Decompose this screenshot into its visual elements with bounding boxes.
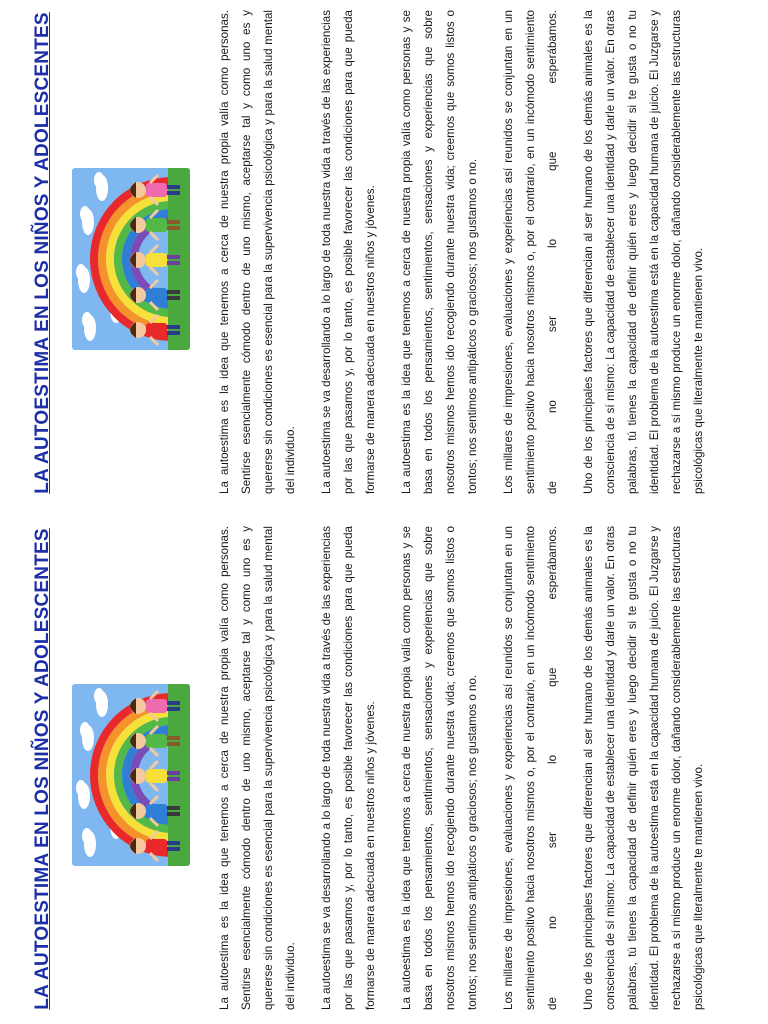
paragraph-self-awareness: Uno de los principales factores que diferencian al ser humano de los demás animales es la consciencia de sí mismo: La capacidad de establecer una identidad y darle un valor. En otras palabras, tú tienes la capacidad de definir quién eres y luego decidir si te gusta o no tu identidad. El problema de la autoestima está en la capacidad humana de juicio. El Juzgarse y rechazarse a sí mismo produce un enorme dolor, dañando considerablemente las estructuras psicológicas que literalmente te mantienen vivo. bbox=[582, 526, 705, 1010]
paragraph-development: La autoestima se va desarrollando a lo largo de toda nuestra vida a través de las experiencias por las que pasamos y, por lo tanto, es posible favorecer las condiciones para que pueda formarse de manera adecuada en nuestros niños y jóvenes. bbox=[320, 10, 377, 494]
flyer-copy-1 bbox=[10, 524, 768, 1014]
paragraph-basis: La autoestima es la idea que tenemos a cerca de nuestra propia valía como personas y se basa en todos los pensamientos, sentimientos, sensaciones y experiencias que sobre nosotros mismos hemos ido recogiendo durante nuestra vida; creemos que somos listos o tontos; nos sentimos antipáticos o graciosos; nos gustamos o no. bbox=[400, 526, 479, 1010]
paragraph-basis: La autoestima es la idea que tenemos a cerca de nuestra propia valía como personas y se basa en todos los pensamientos, sentimientos, sensaciones y experiencias que sobre nosotros mismos hemos ido recogiendo durante nuestra vida; creemos que somos listos o tontos; nos sentimos antipáticos o graciosos; nos gustamos o no. bbox=[400, 10, 479, 494]
paragraph-definition: La autoestima es la idea que tenemos a cerca de nuestra propia valía como personas. Sentirse esencialmente cómodo dentro de uno mismo, aceptarse tal y como uno es y quererse sin condiciones es esencial para la supervivencia psicológica y para la salud mental del individuo. bbox=[218, 10, 297, 494]
title-wrap bbox=[32, 524, 54, 1014]
paragraph-development: La autoestima se va desarrollando a lo largo de toda nuestra vida a través de las experiencias por las que pasamos y, por lo tanto, es posible favorecer las condiciones para que pueda formarse de manera adecuada en nuestros niños y jóvenes. bbox=[320, 526, 377, 1010]
paragraph-impressions: Los millares de impresiones, evaluaciones y experiencias así reunidos se conjuntan en un sentimiento positivo hacia nosotros mismos o, por el contrario, en un incómodo sentimiento de no ser lo que esperábamos. bbox=[502, 526, 559, 1010]
title-wrap bbox=[32, 8, 54, 498]
document-title: LA AUTOESTIMA EN LOS NIÑOS Y ADOLESCENTES bbox=[32, 12, 53, 494]
rainbow-children-illustration bbox=[72, 168, 190, 350]
paragraph-self-awareness: Uno de los principales factores que diferencian al ser humano de los demás animales es la consciencia de sí mismo: La capacidad de establecer una identidad y darle un valor. En otras palabras, tú tienes la capacidad de definir quién eres y luego decidir si te gusta o no tu identidad. El problema de la autoestima está en la capacidad humana de juicio. El Juzgarse y rechazarse a sí mismo produce un enorme dolor, dañando considerablemente las estructuras psicológicas que literalmente te mantienen vivo. bbox=[582, 10, 705, 494]
rainbow-children-illustration bbox=[72, 684, 190, 866]
flyer-copy-2 bbox=[10, 8, 768, 498]
paragraph-impressions: Los millares de impresiones, evaluaciones y experiencias así reunidos se conjuntan en un sentimiento positivo hacia nosotros mismos o, por el contrario, en un incómodo sentimiento de no ser lo que esperábamos. bbox=[502, 10, 559, 494]
article-body bbox=[214, 526, 724, 1010]
article-body bbox=[214, 10, 724, 494]
paragraph-definition: La autoestima es la idea que tenemos a cerca de nuestra propia valía como personas. Sentirse esencialmente cómodo dentro de uno mismo, aceptarse tal y como uno es y quererse sin condiciones es esencial para la supervivencia psicológica y para la salud mental del individuo. bbox=[218, 526, 297, 1010]
document-title: LA AUTOESTIMA EN LOS NIÑOS Y ADOLESCENTES bbox=[32, 528, 53, 1010]
